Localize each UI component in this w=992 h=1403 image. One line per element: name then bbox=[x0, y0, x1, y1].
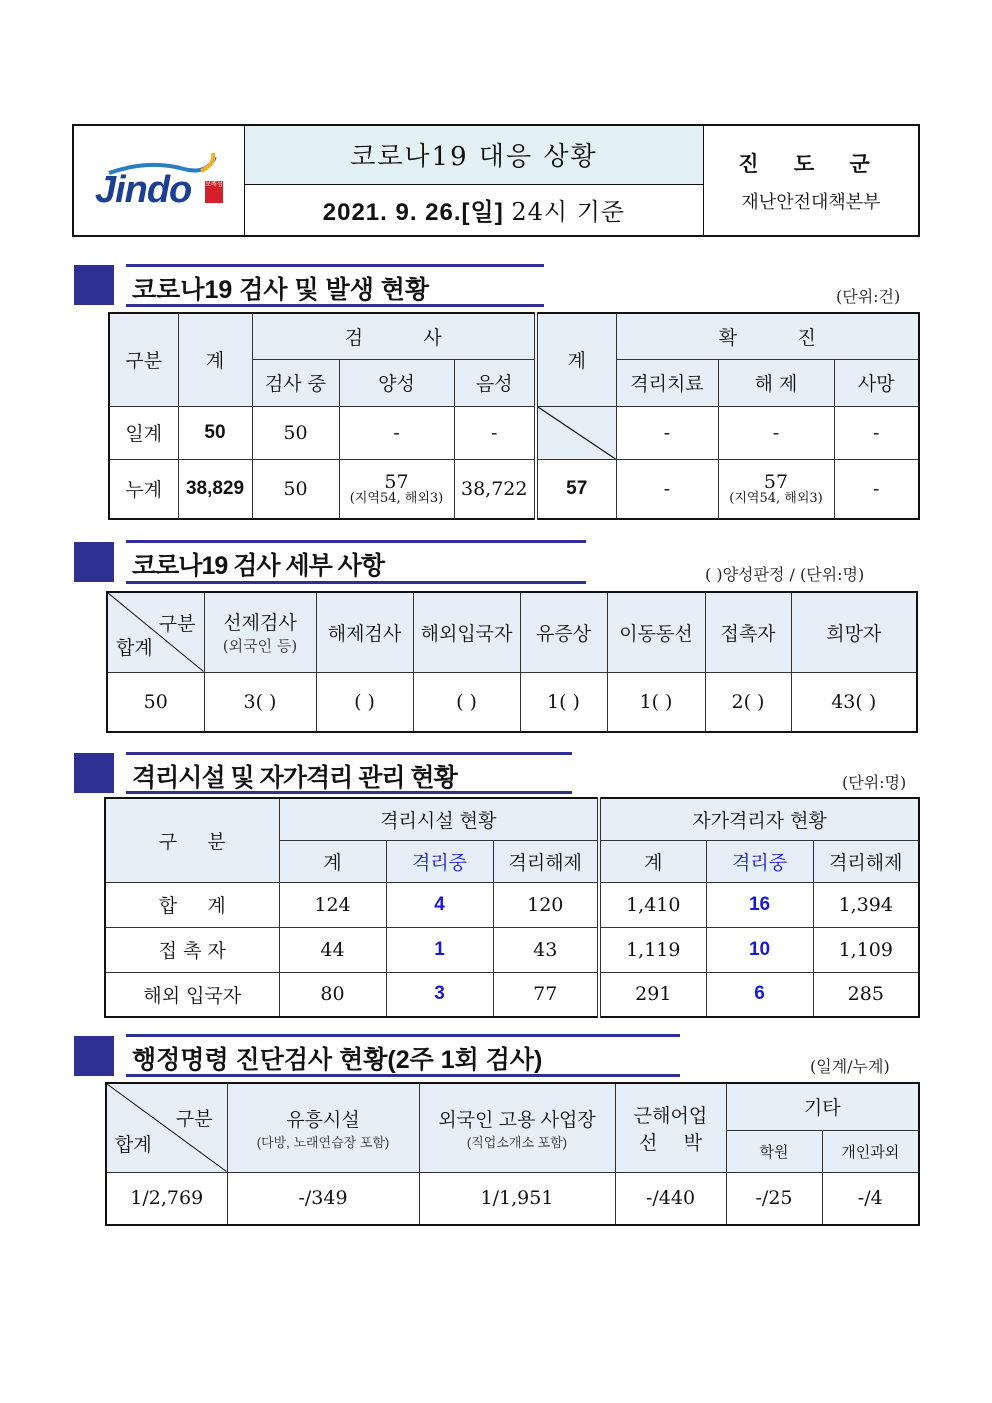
col-group-other: 기타 bbox=[726, 1083, 919, 1130]
cell-confirmed-total-empty bbox=[536, 406, 616, 459]
cell-positive: - bbox=[339, 406, 454, 459]
cell-voluntary: 43( ) bbox=[791, 672, 917, 732]
table-row-cumulative bbox=[109, 459, 919, 519]
col-entertainment-note: (다방, 노래연습장 포함) bbox=[256, 1134, 390, 1150]
cell-testing: 50 bbox=[252, 459, 339, 519]
logo-cell bbox=[73, 125, 244, 236]
org-dept: 재난안전대책본부 bbox=[741, 191, 881, 213]
jindo-logo bbox=[89, 151, 229, 211]
quarantine-table bbox=[104, 797, 920, 1018]
cell-foreign-workplace: 1/1,951 bbox=[419, 1172, 615, 1225]
col-positive: 양성 bbox=[339, 359, 454, 406]
col-entertainment bbox=[227, 1083, 419, 1172]
col-group-facility: 격리시설 현황 bbox=[279, 798, 599, 840]
cell-s-isolating: 6 bbox=[706, 972, 813, 1017]
cell-total: 50 bbox=[107, 672, 204, 732]
col-total: 계 bbox=[178, 313, 252, 406]
cell-overseas: ( ) bbox=[413, 672, 520, 732]
cell-movement: 1( ) bbox=[607, 672, 705, 732]
cell-s-released: 1,394 bbox=[813, 882, 919, 927]
org-cell bbox=[703, 125, 919, 236]
cell-s-isolating: 10 bbox=[706, 927, 813, 972]
cell-academy: -/25 bbox=[726, 1172, 822, 1225]
row-label: 합 계 bbox=[105, 882, 279, 927]
section-marker bbox=[74, 542, 114, 582]
cell-f-released: 120 bbox=[493, 882, 599, 927]
report-date-time: 24시 기준 bbox=[511, 198, 626, 227]
cell-f-isolating: 1 bbox=[386, 927, 493, 972]
section1-title: 코로나19 검사 및 발생 현황 bbox=[126, 264, 544, 307]
cell-total: 38,829 bbox=[178, 459, 252, 519]
col-category-total bbox=[106, 1083, 227, 1172]
col-overseas: 해외입국자 bbox=[413, 592, 520, 672]
col-symptomatic: 유증상 bbox=[520, 592, 607, 672]
table-row bbox=[105, 927, 919, 972]
section3-title: 격리시설 및 자가격리 관리 현황 bbox=[126, 752, 572, 794]
cell-f-total: 124 bbox=[279, 882, 386, 927]
col-group-self: 자가격리자 현황 bbox=[599, 798, 919, 840]
col-category: 구분 bbox=[109, 313, 178, 406]
col-voluntary: 희망자 bbox=[791, 592, 917, 672]
section4-title: 행정명령 진단검사 현황(2주 1회 검사) bbox=[126, 1034, 680, 1077]
col-s-isolating: 격리중 bbox=[706, 840, 813, 882]
cell-s-isolating: 16 bbox=[706, 882, 813, 927]
col-s-released: 격리해제 bbox=[813, 840, 919, 882]
cell-s-total: 291 bbox=[599, 972, 706, 1017]
section-marker bbox=[74, 753, 114, 793]
cell-confirmed-total: 57 bbox=[536, 459, 616, 519]
col-category: 구분 bbox=[158, 613, 196, 635]
cell-released-note: (지역54, 해외3) bbox=[729, 490, 823, 506]
cell-contact: 2( ) bbox=[705, 672, 791, 732]
col-category-total bbox=[107, 592, 204, 672]
cell-preemptive: 3( ) bbox=[204, 672, 316, 732]
col-entertainment-label: 유흥시설 bbox=[286, 1109, 360, 1131]
row-label: 해외 입국자 bbox=[105, 972, 279, 1017]
cell-entertainment: -/349 bbox=[227, 1172, 419, 1225]
cell-f-released: 43 bbox=[493, 927, 599, 972]
test-detail-table bbox=[106, 591, 918, 733]
section3-unit: (단위:명) bbox=[842, 773, 907, 792]
section1-unit: (단위:건) bbox=[836, 287, 901, 306]
col-f-released: 격리해제 bbox=[493, 840, 599, 882]
cell-released-value: 57 bbox=[763, 470, 789, 493]
table-row bbox=[105, 972, 919, 1017]
row-label: 일계 bbox=[109, 406, 178, 459]
cell-f-total: 44 bbox=[279, 927, 386, 972]
cell-release-test: ( ) bbox=[316, 672, 413, 732]
table-row-daily bbox=[109, 406, 919, 459]
logo-badge: 보배섬 bbox=[205, 181, 223, 203]
col-foreign-workplace-note: (직업소개소 포함) bbox=[466, 1134, 568, 1150]
diagonal-line-icon bbox=[538, 407, 616, 459]
report-date-main: 2021. 9. 26.[일] bbox=[322, 199, 504, 227]
col-confirmed-total: 계 bbox=[536, 313, 616, 406]
header-box bbox=[72, 124, 920, 237]
col-contact: 접촉자 bbox=[705, 592, 791, 672]
section-marker bbox=[74, 265, 114, 305]
cell-released: - bbox=[718, 406, 834, 459]
cell-positive-note: (지역54, 해외3) bbox=[349, 490, 444, 506]
logo-text: Jindo bbox=[94, 168, 192, 211]
cell-death: - bbox=[834, 406, 919, 459]
cell-f-released: 77 bbox=[493, 972, 599, 1017]
cell-released bbox=[718, 459, 834, 519]
report-date bbox=[244, 184, 703, 236]
section-marker bbox=[74, 1036, 114, 1076]
col-group-confirmed bbox=[616, 313, 919, 359]
cell-s-released: 285 bbox=[813, 972, 919, 1017]
cell-s-total: 1,410 bbox=[599, 882, 706, 927]
cell-total: 1/2,769 bbox=[106, 1172, 227, 1225]
cell-negative: 38,722 bbox=[454, 459, 536, 519]
col-category: 구분 bbox=[175, 1109, 213, 1130]
cell-s-total: 1,119 bbox=[599, 927, 706, 972]
col-f-isolating: 격리중 bbox=[386, 840, 493, 882]
cell-testing: 50 bbox=[252, 406, 339, 459]
table-row bbox=[107, 672, 917, 732]
cell-positive bbox=[339, 459, 454, 519]
col-fishing-vessel-line1: 근해어업 bbox=[633, 1105, 708, 1127]
col-total: 합계 bbox=[115, 1135, 152, 1156]
col-testing: 검사 중 bbox=[252, 359, 339, 406]
col-fishing-vessel-line2: 선 박 bbox=[638, 1132, 703, 1154]
cell-isolation-treatment: - bbox=[616, 459, 718, 519]
table-row bbox=[106, 1172, 919, 1225]
cell-tutoring: -/4 bbox=[822, 1172, 919, 1225]
section2-title: 코로나19 검사 세부 사항 bbox=[126, 540, 586, 584]
col-fishing-vessel bbox=[615, 1083, 726, 1172]
col-academy: 학원 bbox=[726, 1130, 822, 1172]
col-category: 구 분 bbox=[105, 798, 279, 882]
cell-symptomatic: 1( ) bbox=[520, 672, 607, 732]
page-title: 코로나19 대응 상황 bbox=[244, 125, 703, 184]
col-preemptive-label: 선제검사 bbox=[223, 612, 297, 635]
col-preemptive-note: (외국인 등) bbox=[222, 637, 298, 656]
cell-death: - bbox=[834, 459, 919, 519]
cell-f-total: 80 bbox=[279, 972, 386, 1017]
section4-unit: (일계/누계) bbox=[810, 1057, 890, 1076]
cell-f-isolating: 4 bbox=[386, 882, 493, 927]
row-label: 누계 bbox=[109, 459, 178, 519]
table-row bbox=[105, 882, 919, 927]
cell-isolation-treatment: - bbox=[616, 406, 718, 459]
cell-f-isolating: 3 bbox=[386, 972, 493, 1017]
org-name: 진 도 군 bbox=[738, 150, 884, 176]
col-isolation-treatment: 격리치료 bbox=[616, 359, 718, 406]
cell-fishing-vessel: -/440 bbox=[615, 1172, 726, 1225]
col-death: 사망 bbox=[834, 359, 919, 406]
col-negative: 음성 bbox=[454, 359, 536, 406]
row-label: 접 촉 자 bbox=[105, 927, 279, 972]
cell-total: 50 bbox=[178, 406, 252, 459]
col-total: 합계 bbox=[116, 637, 153, 659]
col-movement: 이동동선 bbox=[607, 592, 705, 672]
col-release-test: 해제검사 bbox=[316, 592, 413, 672]
col-foreign-workplace bbox=[419, 1083, 615, 1172]
test-status-table bbox=[108, 312, 920, 520]
section2-unit: ( )양성판정 / (단위:명) bbox=[705, 565, 865, 584]
admin-order-table bbox=[105, 1082, 920, 1226]
col-f-total: 계 bbox=[279, 840, 386, 882]
col-released: 해 제 bbox=[718, 359, 834, 406]
col-group-test-label: 검 사 bbox=[344, 326, 442, 349]
col-group-test bbox=[252, 313, 536, 359]
cell-positive-value: 57 bbox=[384, 470, 409, 493]
col-s-total: 계 bbox=[599, 840, 706, 882]
cell-negative: - bbox=[454, 406, 536, 459]
col-group-confirmed-label: 확 진 bbox=[718, 326, 816, 349]
cell-s-released: 1,109 bbox=[813, 927, 919, 972]
col-preemptive bbox=[204, 592, 316, 672]
col-tutoring: 개인과외 bbox=[822, 1130, 919, 1172]
col-foreign-workplace-label: 외국인 고용 사업장 bbox=[438, 1109, 596, 1131]
